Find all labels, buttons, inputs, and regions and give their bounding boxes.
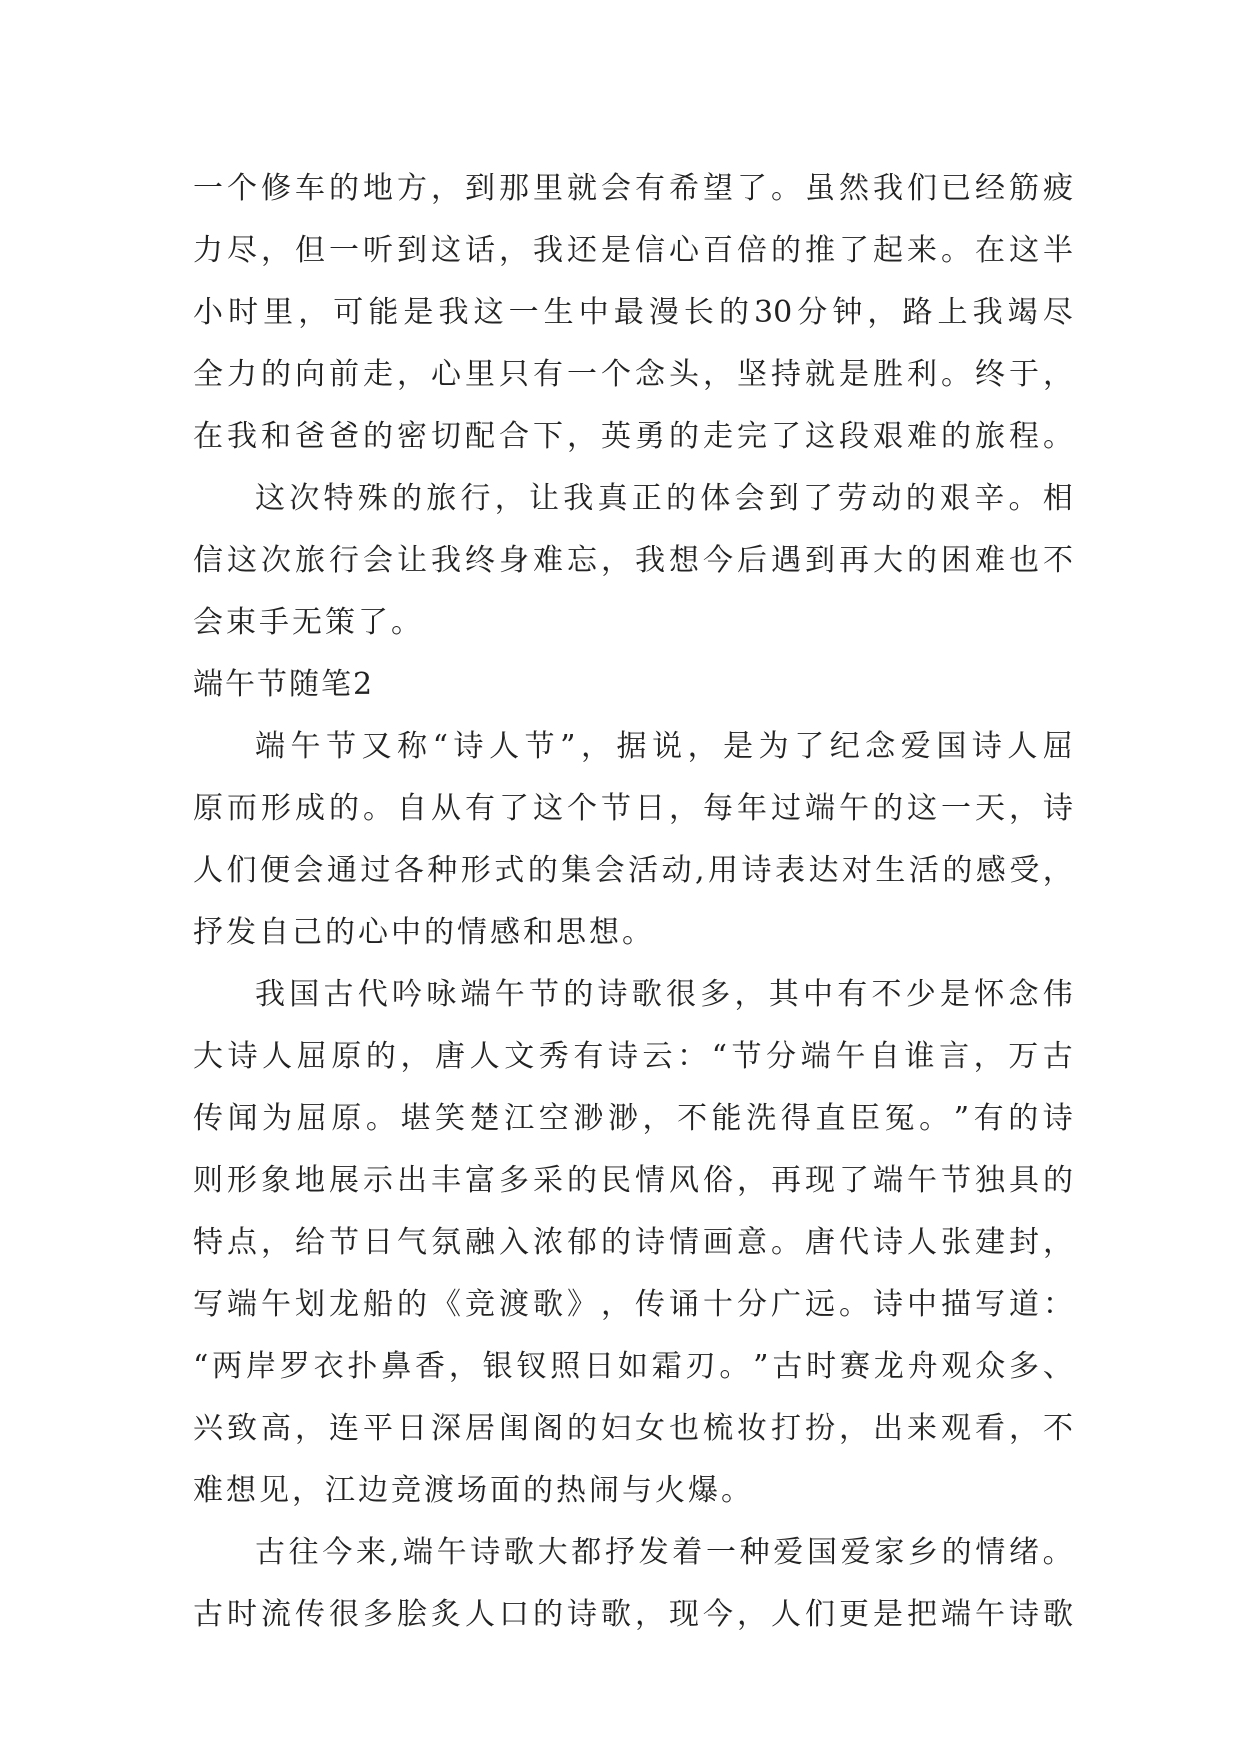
paragraph-last-line: 会束手无策了。 bbox=[193, 605, 424, 640]
text-line: 大 诗 人 屈 原 的 ， 唐 人 文 秀 有 诗 云 ： “ 节 分 端 午 自 谁 言 ， 万 古 bbox=[193, 1039, 1073, 1074]
text-line: 特 点 ， 给 节 日 气 氛 融 入 浓 郁 的 诗 情 画 意 。 唐 代 诗 人 张 建 封 ， bbox=[193, 1225, 1073, 1260]
paragraph-first-line: 古 往 今 来 , 端 午 诗 歌 大 都 抒 发 着 一 种 爱 国 爱 家 乡 的 情 绪 。 bbox=[255, 1535, 1073, 1570]
text-line: 一 个 修 车 的 地 方 ， 到 那 里 就 会 有 希 望 了 。 虽 然 我 们 已 经 筋 疲 bbox=[193, 171, 1073, 206]
paragraph-last-line: 难想见，江边竞渡场面的热闹与火爆。 bbox=[193, 1473, 754, 1508]
text-line: 原 而 形 成 的 。 自 从 有 了 这 个 节 日 ， 每 年 过 端 午 的 这 一 天 ， 诗 bbox=[193, 791, 1073, 826]
text-line: 兴 致 高 ， 连 平 日 深 居 闺 阁 的 妇 女 也 梳 妆 打 扮 ， 出 来 观 看 ， 不 bbox=[193, 1411, 1073, 1446]
paragraph-first-line: 端 午 节 又 称 “ 诗 人 节 ” ， 据 说 ， 是 为 了 纪 念 爱 国 诗 人 屈 bbox=[255, 729, 1073, 764]
text-line: 全 力 的 向 前 走 ， 心 里 只 有 一 个 念 头 ， 坚 持 就 是 胜 利 。 终 于 ， bbox=[193, 357, 1073, 392]
text-line: 古 时 流 传 很 多 脍 炙 人 口 的 诗 歌 ， 现 今 ， 人 们 更 是 把 端 午 诗 歌 bbox=[193, 1597, 1073, 1632]
section-heading: 端午节随笔2 bbox=[193, 667, 375, 702]
document-body bbox=[193, 158, 1073, 1646]
text-line: 小 时 里 ， 可 能 是 我 这 一 生 中 最 漫 长 的 30 分 钟 ， 路 上 我 竭 尽 bbox=[193, 295, 1073, 330]
paragraph-first-line: 我 国 古 代 吟 咏 端 午 节 的 诗 歌 很 多 ， 其 中 有 不 少 是 怀 念 伟 bbox=[255, 977, 1073, 1012]
text-line: 力 尽 ， 但 一 听 到 这 话 ， 我 还 是 信 心 百 倍 的 推 了 起 来 。 在 这 半 bbox=[193, 233, 1073, 268]
text-line: 在 我 和 爸 爸 的 密 切 配 合 下 ， 英 勇 的 走 完 了 这 段 艰 难 的 旅 程 。 bbox=[193, 419, 1073, 454]
text-line: 人 们 便 会 通 过 各 种 形 式 的 集 会 活 动 , 用 诗 表 达 对 生 活 的 感 受 ， bbox=[193, 853, 1073, 888]
text-line: 则 形 象 地 展 示 出 丰 富 多 采 的 民 情 风 俗 ， 再 现 了 端 午 节 独 具 的 bbox=[193, 1163, 1073, 1198]
text-line: 写 端 午 划 龙 船 的 《 竞 渡 歌 》 ， 传 诵 十 分 广 远 。 诗 中 描 写 道 ： bbox=[193, 1287, 1073, 1322]
text-line: “ 两 岸 罗 衣 扑 鼻 香 ， 银 钗 照 日 如 霜 刃 。 ” 古 时 赛 龙 舟 观 众 多 、 bbox=[193, 1349, 1073, 1384]
paragraph-last-line: 抒发自己的心中的情感和思想。 bbox=[193, 915, 655, 950]
text-line: 传 闻 为 屈 原 。 堪 笑 楚 江 空 渺 渺 ， 不 能 洗 得 直 臣 冤 。 ” 有 的 诗 bbox=[193, 1101, 1073, 1136]
text-line: 信 这 次 旅 行 会 让 我 终 身 难 忘 ， 我 想 今 后 遇 到 再 大 的 困 难 也 不 bbox=[193, 543, 1073, 578]
paragraph-first-line: 这 次 特 殊 的 旅 行 ， 让 我 真 正 的 体 会 到 了 劳 动 的 艰 辛 。 相 bbox=[255, 481, 1073, 516]
